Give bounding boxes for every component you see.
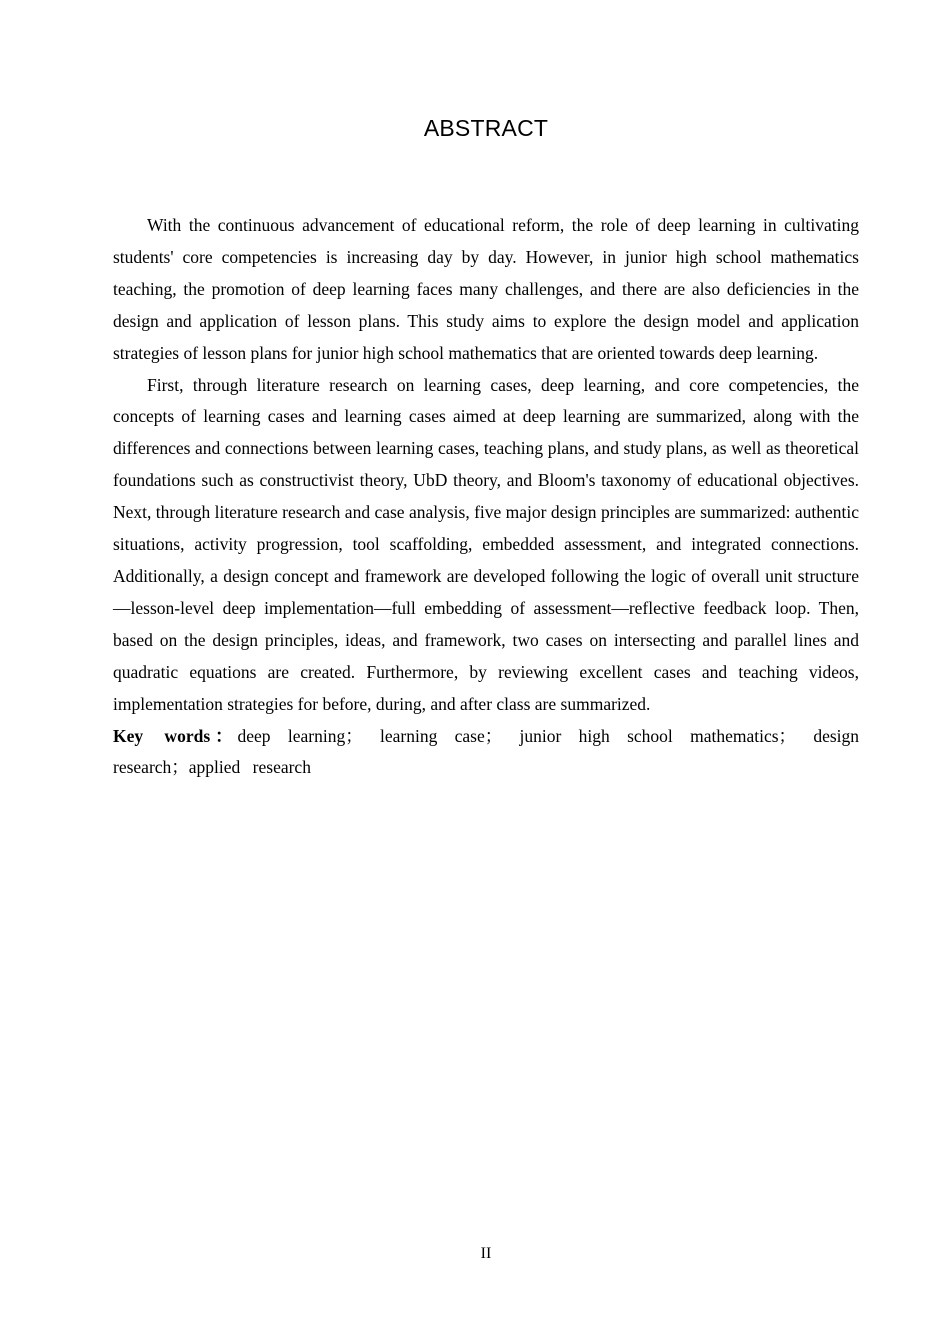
keywords-line [113,721,859,785]
keywords-separator: ： [210,725,238,746]
abstract-paragraph-1: With the continuous advancement of educational reform, the role of deep learning in cultivating students' core competencies is increasing day by day. However, in junior high school mathematics teaching, the promotion of deep learning faces many challenges, and there are also deficiencies in the design and application of lesson plans. This study aims to explore the design model and application strategies of lesson plans for junior high school mathematics that are oriented towards deep learning. [113,215,859,363]
keywords-label: Key words [113,725,211,746]
keywords-text: deep learning； learning case； junior high school mathematics； design research；applied research [113,725,860,778]
abstract-body [113,210,859,784]
abstract-paragraph-2: First, through literature research on learning cases, deep learning, and core competencies, the concepts of learning cases and learning cases aimed at deep learning are summarized, along with the differences and connections between learning cases, teaching plans, and study plans, as well as theoretical foundations such as constructivist theory, UbD theory, and Bloom's taxonomy of educational objectives. Next, through literature research and case analysis, five major design principles are summarized: authentic situations, activity progression, tool scaffolding, embedded assessment, and integrated connections. Additionally, a design concept and framework are developed following the logic of overall unit structure—lesson-level deep implementation—full embedding of assessment—reflective feedback loop. Then, based on the design principles, ideas, and framework, two cases on intersecting and parallel lines and quadratic equations are created. Furthermore, by reviewing excellent cases and teaching videos, implementation strategies for before, during, and after class are summarized. [113,374,859,714]
page-number: II [480,1245,492,1262]
abstract-title: ABSTRACT [423,115,549,141]
